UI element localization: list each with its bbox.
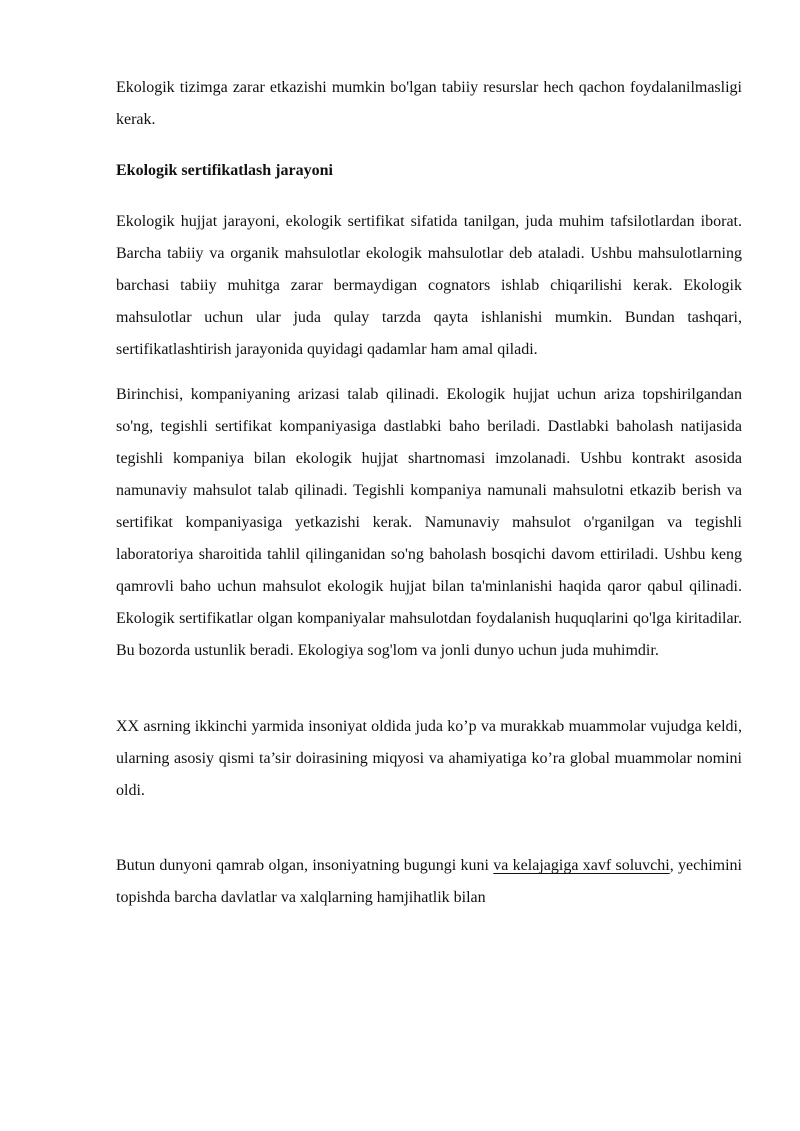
spacer bbox=[116, 667, 742, 711]
paragraph-text-start: Butun dunyoni qamrab olgan, insoniyatning bugungi kuni bbox=[116, 857, 494, 874]
paragraph-certification-process: Ekologik hujjat jarayoni, ekologik sertifikat sifatida tanilgan, juda muhim tafsilotlardan iborat. Barcha tabiiy va organik mahsulotlar ekologik mahsulotlar deb ataladi. Ushbu mahsulotlarning barchasi tabiiy muhitga zarar bermaydigan cognators ishlab chiqarilishi kerak. Ekologik mahsulotlar uchun ular juda qulay tarzda qayta ishlanishi mumkin. Bundan tashqari, sertifikatlashtirish jarayonida quyidagi qadamlar ham amal qiladi. bbox=[116, 213, 742, 358]
paragraph-world-threat bbox=[116, 850, 742, 914]
paragraph-global-problems: XX asrning ikkinchi yarmida insoniyat oldida juda ko’p va murakkab muammolar vujudga keldi, ularning asosiy qismi ta’sir doirasining miqyosi va ahamiyatiga ko’ra global muammolar nomini oldi. bbox=[116, 718, 742, 799]
spacer bbox=[116, 807, 742, 850]
document-page bbox=[116, 72, 742, 914]
paragraph-natural-resources: Ekologik tizimga zarar etkazishi mumkin bo'lgan tabiiy resurslar hech qachon foydalanilmasligi kerak. bbox=[116, 79, 742, 128]
paragraph-text-end: , yechimini topishda barcha davlatlar va xalqlarning hamjihatlik bilan bbox=[116, 857, 742, 906]
paragraph-certification-steps: Birinchisi, kompaniyaning arizasi talab qilinadi. Ekologik hujjat uchun ariza topshirilgandan so'ng, tegishli sertifikat kompaniyasiga dastlabki baho beriladi. Dastlabki baholash natijasida tegishli kompaniya bilan ekologik hujjat shartnomasi imzolanadi. Ushbu kontrakt asosida namunaviy mahsulot talab qilinadi. Tegishli kompaniya namunali mahsulotni etkazib berish va sertifikat kompaniyasiga yetkazishi kerak. Namunaviy mahsulot o'rganilgan va tegishli laboratoriya sharoitida tahlil qilinganidan so'ng baholash bosqichi davom ettiriladi. Ushbu keng qamrovli baho uchun mahsulot ekologik hujjat bilan ta'minlanishi haqida qaror qabul qilinadi. Ekologik sertifikatlar olgan kompaniyalar mahsulotdan foydalanish huquqlarini qo'lga kiritadilar. Bu bozorda ustunlik beradi. Ekologiya sog'lom va jonli dunyo uchun juda muhimdir. bbox=[116, 386, 742, 659]
spacer bbox=[116, 366, 742, 379]
underlined-link[interactable]: va kelajagiga xavf soluvchi bbox=[493, 857, 670, 874]
spacer bbox=[116, 136, 742, 155]
spacer bbox=[116, 187, 742, 206]
section-heading: Ekologik sertifikatlash jarayoni bbox=[116, 162, 333, 179]
